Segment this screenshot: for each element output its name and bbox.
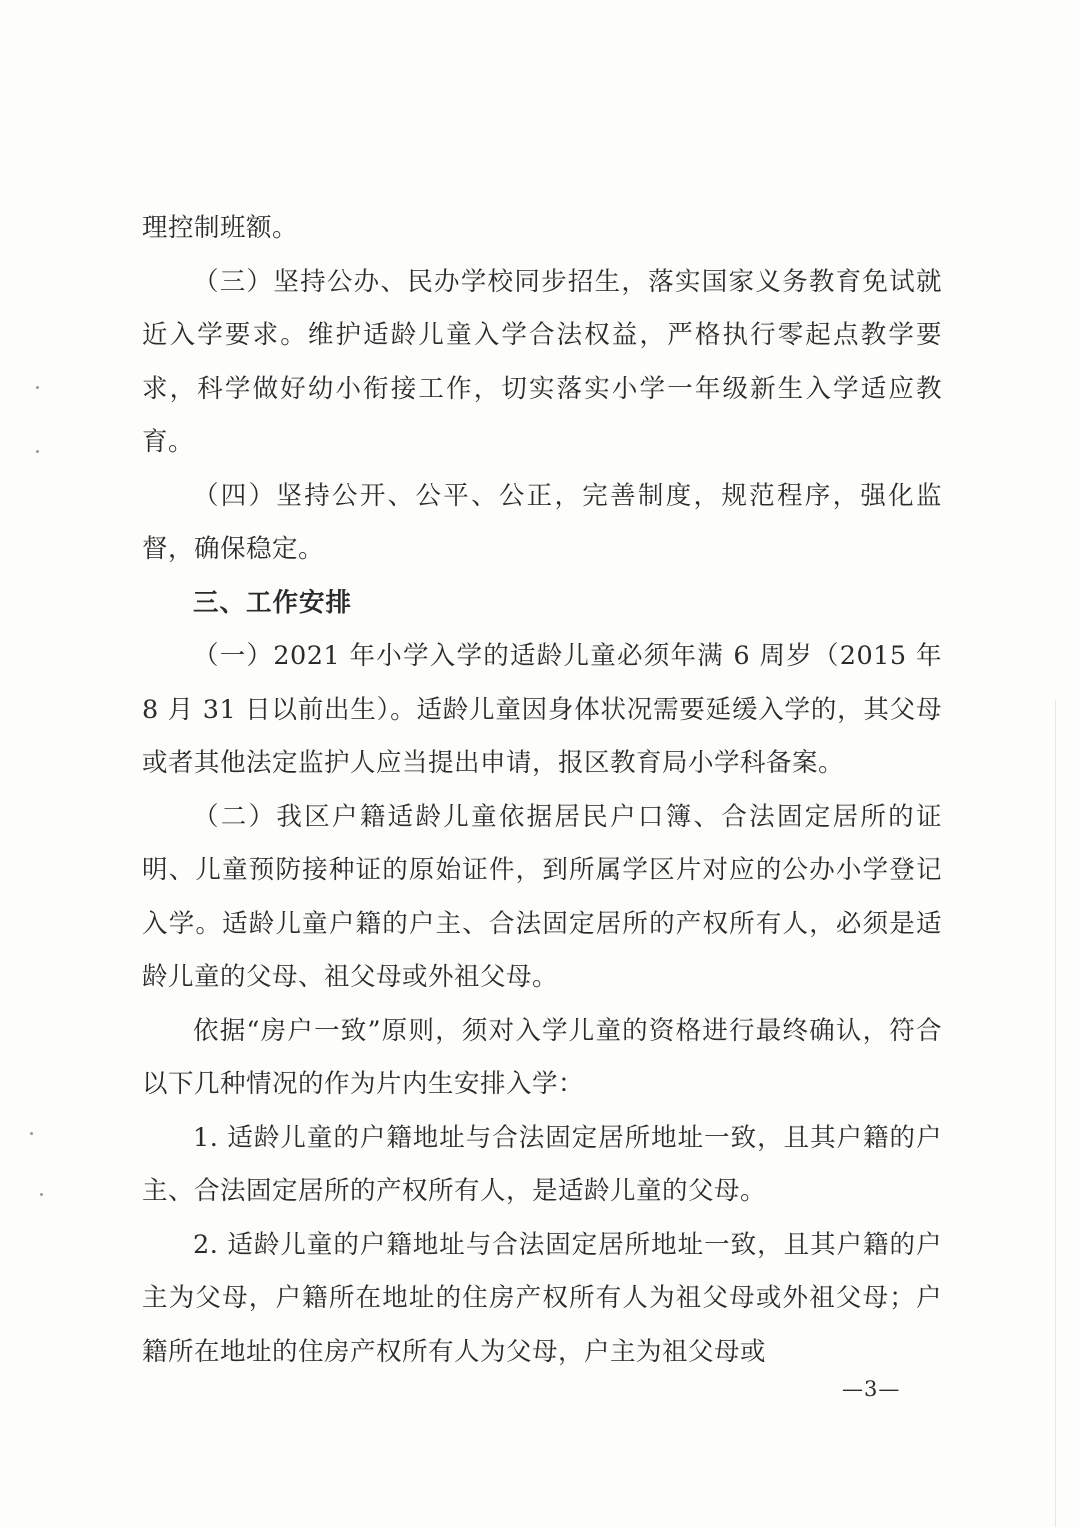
section-heading: 三、工作安排 (193, 587, 353, 618)
scan-speck (36, 450, 39, 453)
scan-speck (30, 1132, 33, 1135)
document-body (142, 202, 942, 1379)
paragraph: 理控制班额。 (142, 213, 299, 243)
paragraph: （四）坚持公开、公平、公正，完善制度，规范程序，强化监督，确保稳定。 (142, 480, 942, 564)
scan-speck (40, 1193, 43, 1196)
paragraph: 依据“房户一致”原则，须对入学儿童的资格进行最终确认，符合以下几种情况的作为片内生安排入学： (142, 1015, 942, 1099)
paragraph: 2. 适龄儿童的户籍地址与合法固定居所地址一致，且其户籍的户主为父母，户籍所在地址的住房产权所有人为祖父母或外祖父母；户籍所在地址的住房产权所有人为父母，户主为祖父母或 (142, 1229, 942, 1367)
scan-edge-line (1055, 700, 1056, 1527)
scan-speck (36, 386, 39, 389)
paragraph: （三）坚持公办、民办学校同步招生，落实国家义务教育免试就近入学要求。维护适龄儿童入学合法权益，严格执行零起点教学要求，科学做好幼小衔接工作，切实落实小学一年级新生入学适应教育。 (142, 266, 942, 457)
paragraph: （一）2021 年小学入学的适龄儿童必须年满 6 周岁（2015 年 8 月 31 日以前出生）。适龄儿童因身体状况需要延缓入学的，其父母或者其他法定监护人应当提出申请，报区教育局小学科备案。 (142, 641, 942, 778)
paragraph: 1. 适龄儿童的户籍地址与合法固定居所地址一致，且其户籍的户主、合法固定居所的产权所有人，是适龄儿童的父母。 (142, 1122, 942, 1206)
page-number: —3— (842, 1377, 901, 1401)
paragraph: （二）我区户籍适龄儿童依据居民户口簿、合法固定居所的证明、儿童预防接种证的原始证件，到所属学区片对应的公办小学登记入学。适龄儿童户籍的户主、合法固定居所的产权所有人，必须是适龄儿童的父母、祖父母或外祖父母。 (142, 801, 942, 992)
